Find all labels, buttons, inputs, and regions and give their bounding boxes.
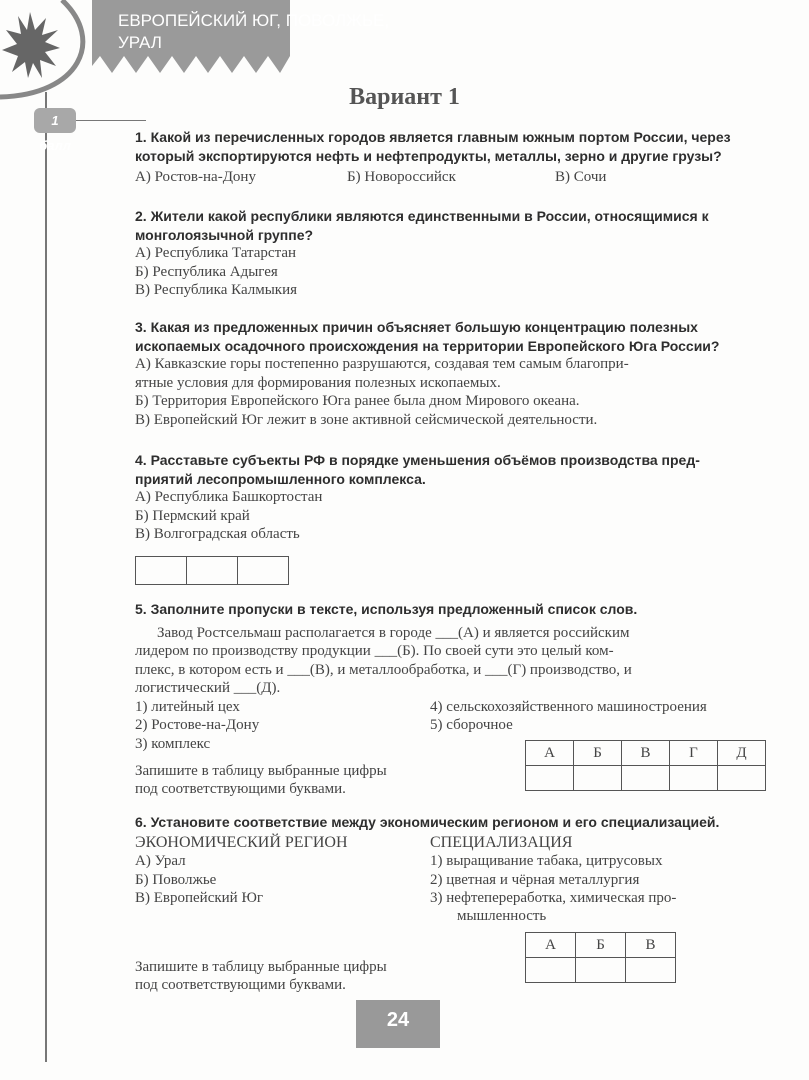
question-6: 6. Установите соответствие между экономическим регионом и его специализацией. ЭКОНОМИЧЕСКИЙ РЕГИОН СПЕЦИАЛИЗАЦИЯ А) Урал Б) Поволжье В) Европейский Юг 1) выращивание табака, цитрусовых 2) цветная и чёрная металлургия 3) нефтепереработка, химическая про- мышленность Запишите в таблицу выбранные цифры под соответствующими буквами.: [135, 814, 720, 993]
answer-table-q5: А Б В Г Д: [525, 740, 766, 791]
margin-line: [45, 92, 47, 1062]
question-3: 3. Какая из предложенных причин объясняет большую концентрацию полезных ископаемых осадочного происхождения на территории Европейского Юга России? А) Кавказские горы постепенно разрушаются, создавая тем самым благопри- ятные условия для формирования полезных ископаемых. Б) Территория Европейского Юга ранее была дном Мирового океана. В) Европейский Юг лежит в зоне активной сейсмической деятельности.: [135, 319, 720, 428]
question-4: 4. Расставьте субъекты РФ в порядке уменьшения объёмов производства пред- приятий лесопромышленного комплекса. А) Республика Башкортостан Б) Пермский край В) Волгоградская область: [135, 452, 700, 542]
answer-boxes-q4: [135, 556, 289, 585]
question-5: 5. Заполните пропуски в тексте, используя предложенный список слов. Завод Ростсельмаш располагается в городе ___(А) и является российским лидером по производству продукции ___(Б). По своей сути это целый ком- плекс, в котором есть и ___(В), и металлообработка, и ___(Г) производство, и логистический ___(Д). 1) литейный цех 2) Ростове-на-Дону 3) комплекс 4) сельскохозяйственного машиностроения 5) сборочное Запишите в таблицу выбранные цифры под соответствующими буквами.: [135, 601, 707, 797]
answer-table-q6: А Б В: [525, 932, 676, 983]
page-number: 24: [356, 1000, 440, 1048]
variant-heading: Вариант 1: [349, 84, 460, 110]
points-badge: 1 балл: [34, 108, 76, 133]
divider: [76, 120, 146, 121]
section-title: ЕВРОПЕЙСКИЙ ЮГ, ПОВОЛЖЬЕ, УРАЛ: [118, 11, 390, 52]
question-2: 2. Жители какой республики являются единственными в России, относящимися к монголоязычной группе? А) Республика Татарстан Б) Республика Адыгея В) Республика Калмыкия: [135, 208, 709, 298]
star-icon: [2, 12, 60, 78]
question-1: 1. Какой из перечисленных городов является главным южным портом России, через который экспортируются нефть и нефтепродукты, металлы, зерно и другие грузы? А) Ростов-на-Дону Б) Новороссийск В) Сочи: [135, 129, 731, 185]
